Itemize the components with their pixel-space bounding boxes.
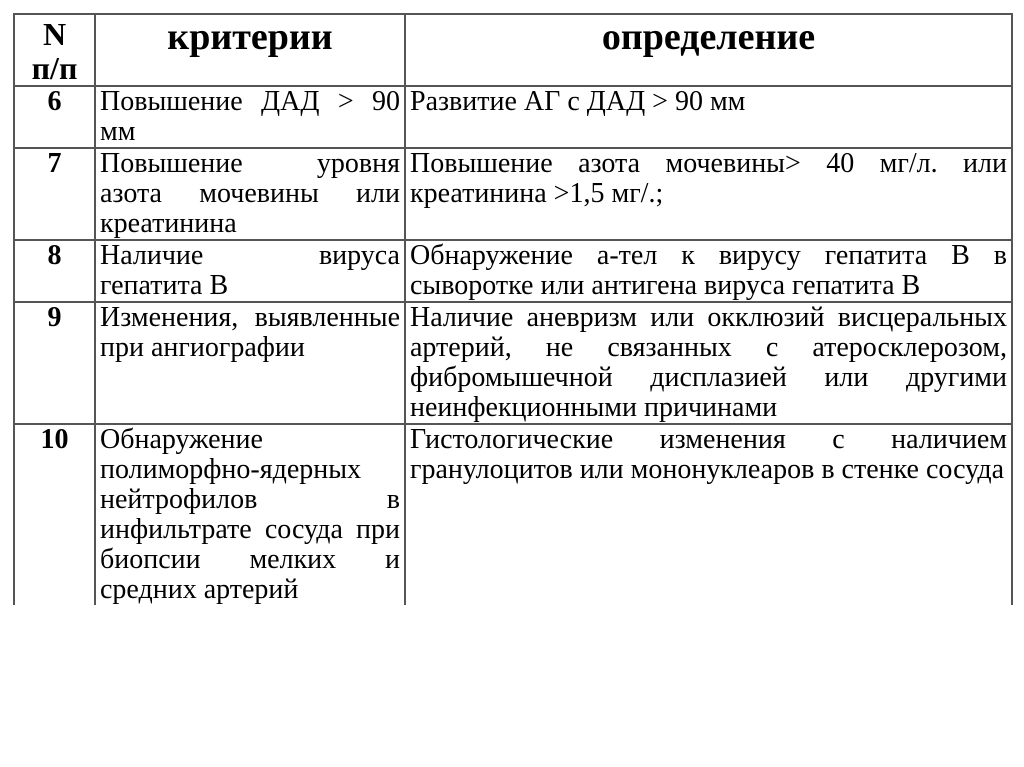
row-definition: Развитие АГ с ДАД > 90 мм xyxy=(405,86,1012,148)
row-criteria: Обнаружение полиморфно-ядерных нейтрофилов в инфильтрате сосуда при биопсии мелких и средних артерий xyxy=(95,424,405,605)
row-number: 10 xyxy=(14,424,95,605)
row-criteria: Повышение уровня азота мочевины или креатинина xyxy=(95,148,405,240)
table-row xyxy=(14,240,1012,302)
header-criteria: критерии xyxy=(95,14,405,86)
row-definition: Обнаружение а-тел к вирусу гепатита В в сыворотке или антигена вируса гепатита В xyxy=(405,240,1012,302)
header-definition: определение xyxy=(405,14,1012,86)
row-definition: Гистологические изменения с наличием гранулоцитов или мононуклеаров в стенке сосуда xyxy=(405,424,1012,605)
row-number: 8 xyxy=(14,240,95,302)
row-criteria: Наличие вируса гепатита В xyxy=(95,240,405,302)
criteria-table xyxy=(13,13,1013,605)
table-header-row xyxy=(14,14,1012,86)
row-criteria: Изменения, выявленные при ангиографии xyxy=(95,302,405,424)
row-number: 6 xyxy=(14,86,95,148)
table-row xyxy=(14,302,1012,424)
row-number: 7 xyxy=(14,148,95,240)
header-number xyxy=(14,14,95,86)
row-definition: Наличие аневризм или окклюзий висцеральных артерий, не связанных с атеросклерозом, фибромышечной дисплазией или другими неинфекционными причинами xyxy=(405,302,1012,424)
row-definition: Повышение азота мочевины> 40 мг/л. или креатинина >1,5 мг/.; xyxy=(405,148,1012,240)
header-number-line2: п/п xyxy=(31,50,78,86)
table-row xyxy=(14,86,1012,148)
header-number-line1: N xyxy=(42,16,67,52)
row-criteria: Повышение ДАД > 90 мм xyxy=(95,86,405,148)
table-row xyxy=(14,424,1012,605)
table-row xyxy=(14,148,1012,240)
row-number: 9 xyxy=(14,302,95,424)
